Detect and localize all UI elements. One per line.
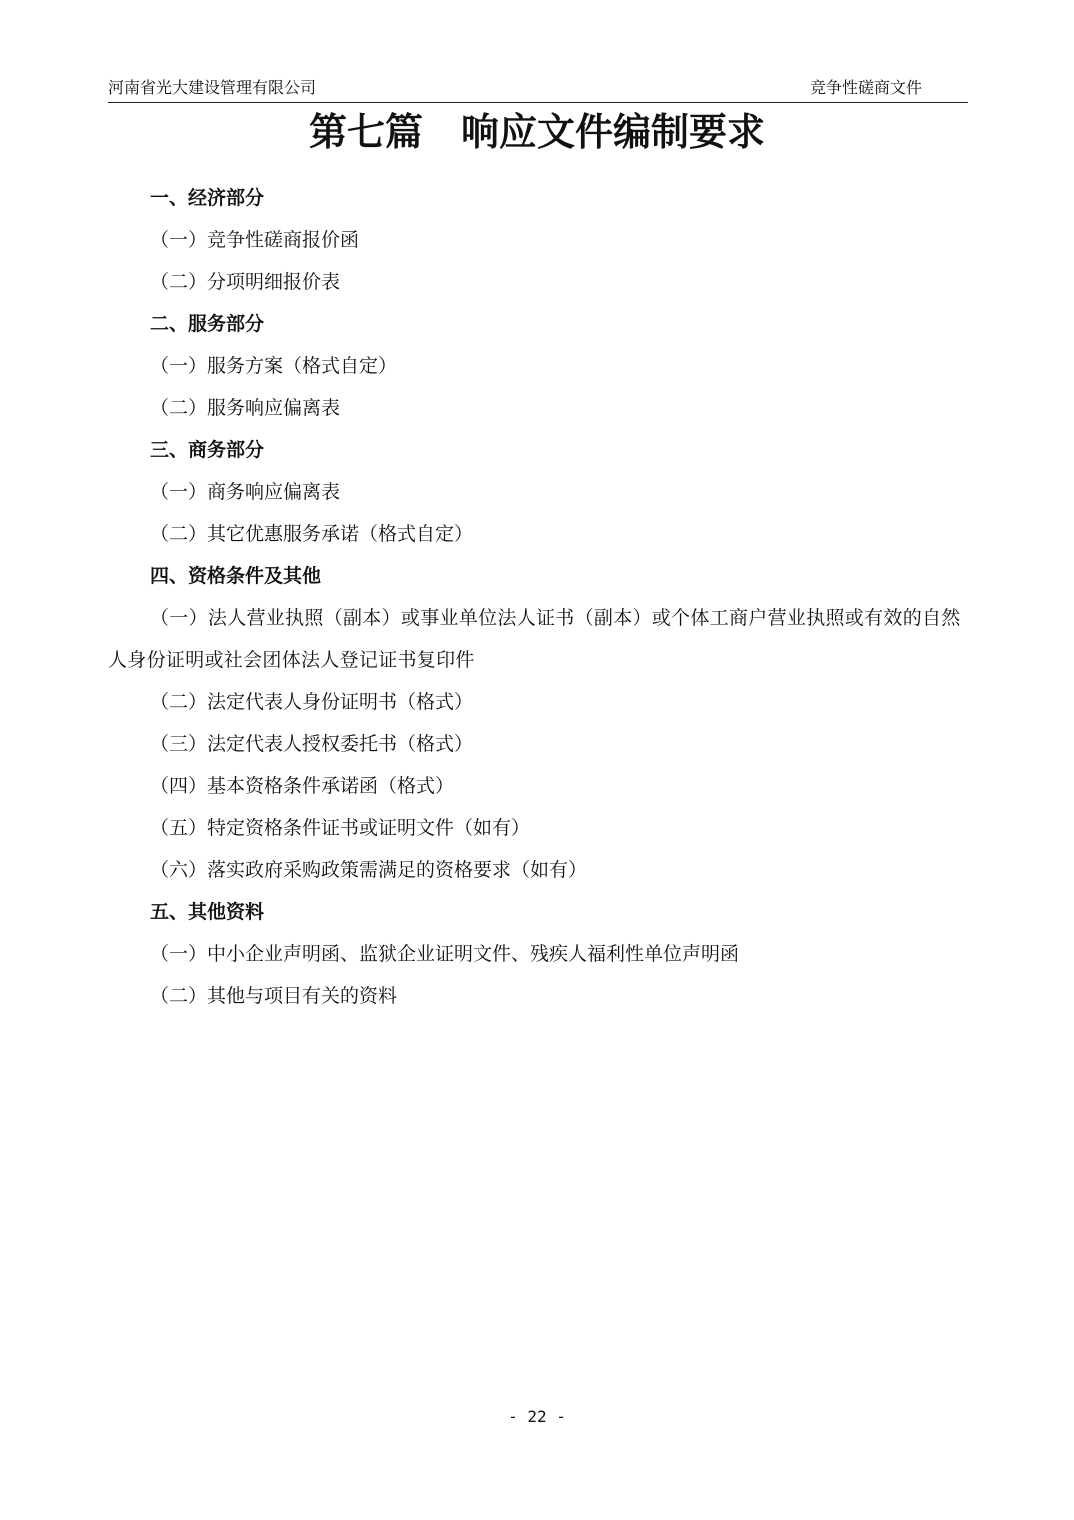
page-title: 第七篇 响应文件编制要求 bbox=[308, 109, 765, 154]
section-heading-economic: 一、经济部分 bbox=[150, 187, 265, 209]
page-header bbox=[108, 76, 968, 103]
list-item: （一）中小企业声明函、监狱企业证明文件、残疾人福利性单位声明函 bbox=[150, 943, 740, 965]
page-number: - 22 - bbox=[508, 1407, 566, 1426]
section-heading-qualification: 四、资格条件及其他 bbox=[150, 565, 322, 587]
list-item: （二）分项明细报价表 bbox=[150, 271, 341, 293]
list-item: （一）竞争性磋商报价函 bbox=[150, 229, 360, 251]
list-item: （三）法定代表人授权委托书（格式） bbox=[150, 733, 474, 755]
section-heading-service: 二、服务部分 bbox=[150, 313, 265, 335]
list-item: （一）服务方案（格式自定） bbox=[150, 355, 398, 377]
header-company: 河南省光大建设管理有限公司 bbox=[108, 78, 317, 97]
header-doc-type: 竞争性磋商文件 bbox=[809, 78, 922, 97]
list-item: （二）其他与项目有关的资料 bbox=[150, 985, 398, 1007]
document-body bbox=[108, 177, 970, 1017]
section-heading-business: 三、商务部分 bbox=[150, 439, 265, 461]
list-item: （二）服务响应偏离表 bbox=[150, 397, 341, 419]
list-item: （六）落实政府采购政策需满足的资格要求（如有） bbox=[150, 859, 588, 881]
list-item: （四）基本资格条件承诺函（格式） bbox=[150, 775, 455, 797]
list-item: （五）特定资格条件证书或证明文件（如有） bbox=[150, 817, 531, 839]
list-item: （一）法人营业执照（副本）或事业单位法人证书（副本）或个体工商户营业执照或有效的自然人身份证明或社会团体法人登记证书复印件 bbox=[108, 607, 961, 671]
list-item: （二）其它优惠服务承诺（格式自定） bbox=[150, 523, 474, 545]
list-item: （一）商务响应偏离表 bbox=[150, 481, 341, 503]
section-heading-other: 五、其他资料 bbox=[150, 901, 265, 923]
list-item: （二）法定代表人身份证明书（格式） bbox=[150, 691, 474, 713]
